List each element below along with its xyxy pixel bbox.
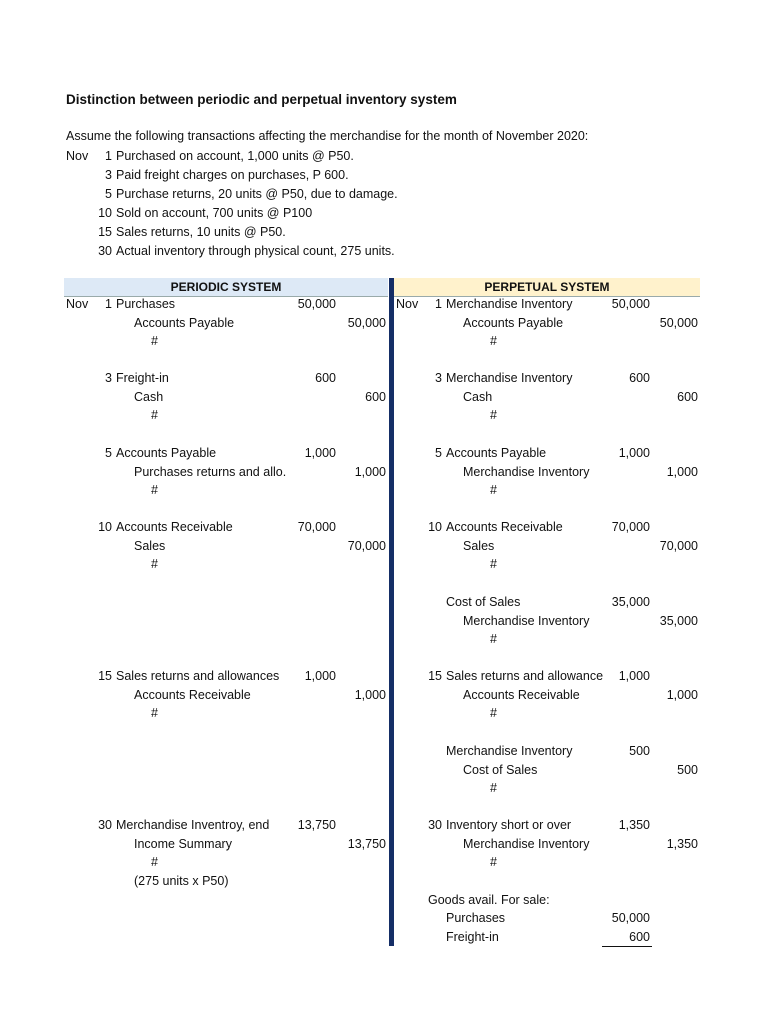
debit-account: Merchandise Inventory bbox=[446, 297, 573, 311]
transaction-day: 30 bbox=[98, 244, 112, 258]
entry-mark: # bbox=[151, 706, 158, 720]
credit-account: Accounts Payable bbox=[463, 316, 564, 330]
goods-item-label: Freight-in bbox=[446, 930, 499, 944]
entry-day: 3 bbox=[435, 371, 442, 385]
perpetual-header: PERPETUAL SYSTEM bbox=[394, 278, 700, 297]
entry-day: 15 bbox=[428, 669, 442, 683]
credit-account: Income Summary bbox=[134, 837, 232, 851]
credit-account: Cost of Sales bbox=[463, 763, 538, 777]
credit-amount: 50,000 bbox=[347, 316, 386, 330]
debit-account: Merchandise Inventroy, end bbox=[116, 818, 270, 832]
entry-day: 1 bbox=[435, 297, 442, 311]
transaction-day: 15 bbox=[98, 225, 112, 239]
intro-text: Assume the following transactions affecting the merchandise for the month of November 2020: bbox=[66, 129, 589, 143]
credit-amount: 1,000 bbox=[666, 465, 698, 479]
periodic-month: Nov bbox=[66, 297, 89, 311]
goods-item-amount: 600 bbox=[629, 930, 650, 944]
credit-account: Accounts Payable bbox=[134, 316, 235, 330]
transaction-text: Purchase returns, 20 units @ P50, due to damage. bbox=[116, 187, 398, 201]
month-label: Nov bbox=[66, 149, 89, 163]
credit-account: Accounts Receivable bbox=[134, 688, 251, 702]
debit-account: Accounts Payable bbox=[446, 446, 547, 460]
debit-amount: 1,000 bbox=[618, 446, 650, 460]
credit-amount: 1,000 bbox=[354, 688, 386, 702]
debit-amount: 1,000 bbox=[304, 669, 336, 683]
entry-mark: # bbox=[490, 706, 497, 720]
credit-account: Merchandise Inventory bbox=[463, 837, 590, 851]
transaction-day: 5 bbox=[105, 187, 112, 201]
entry-day: 5 bbox=[435, 446, 442, 460]
subtotal-underline bbox=[602, 946, 652, 947]
debit-account: Merchandise Inventory bbox=[446, 744, 573, 758]
periodic-header: PERIODIC SYSTEM bbox=[64, 278, 388, 297]
transaction-day: 3 bbox=[105, 168, 112, 182]
credit-account: Cash bbox=[134, 390, 164, 404]
debit-amount: 1,000 bbox=[618, 669, 650, 683]
debit-account: Inventory short or over bbox=[446, 818, 572, 832]
debit-amount: 50,000 bbox=[611, 297, 650, 311]
credit-amount: 1,000 bbox=[666, 688, 698, 702]
credit-account: Cash bbox=[463, 390, 493, 404]
credit-amount: 600 bbox=[677, 390, 698, 404]
perpetual-month: Nov bbox=[396, 297, 419, 311]
credit-amount: 1,000 bbox=[354, 465, 386, 479]
transaction-text: Sales returns, 10 units @ P50. bbox=[116, 225, 286, 239]
credit-account: Merchandise Inventory bbox=[463, 465, 590, 479]
entry-mark: # bbox=[151, 408, 158, 422]
debit-account: Accounts Payable bbox=[116, 446, 217, 460]
debit-amount: 600 bbox=[629, 371, 650, 385]
entry-note: (275 units x P50) bbox=[134, 874, 229, 888]
entry-mark: # bbox=[490, 483, 497, 497]
credit-amount: 70,000 bbox=[659, 539, 698, 553]
transaction-text: Actual inventory through physical count, 275 units. bbox=[116, 244, 395, 258]
column-divider bbox=[389, 278, 394, 946]
debit-account: Purchases bbox=[116, 297, 176, 311]
credit-amount: 500 bbox=[677, 763, 698, 777]
entry-mark: # bbox=[151, 483, 158, 497]
entry-day: 15 bbox=[98, 669, 112, 683]
debit-amount: 1,350 bbox=[618, 818, 650, 832]
credit-account: Accounts Receivable bbox=[463, 688, 580, 702]
credit-amount: 13,750 bbox=[347, 837, 386, 851]
debit-amount: 600 bbox=[315, 371, 336, 385]
debit-amount: 13,750 bbox=[297, 818, 336, 832]
entry-mark: # bbox=[490, 334, 497, 348]
debit-amount: 70,000 bbox=[611, 520, 650, 534]
entry-mark: # bbox=[490, 632, 497, 646]
credit-account: Sales bbox=[463, 539, 495, 553]
debit-account: Freight-in bbox=[116, 371, 169, 385]
transaction-text: Paid freight charges on purchases, P 600. bbox=[116, 168, 349, 182]
entry-mark: # bbox=[151, 855, 158, 869]
entry-day: 10 bbox=[98, 520, 112, 534]
credit-amount: 70,000 bbox=[347, 539, 386, 553]
entry-day: 10 bbox=[428, 520, 442, 534]
transaction-day: 1 bbox=[105, 149, 112, 163]
entry-mark: # bbox=[490, 408, 497, 422]
goods-item-label: Purchases bbox=[446, 911, 506, 925]
entry-mark: # bbox=[490, 781, 497, 795]
entry-mark: # bbox=[490, 855, 497, 869]
debit-account: Cost of Sales bbox=[446, 595, 521, 609]
entry-mark: # bbox=[151, 557, 158, 571]
debit-account: Merchandise Inventory bbox=[446, 371, 573, 385]
debit-amount: 1,000 bbox=[304, 446, 336, 460]
credit-amount: 50,000 bbox=[659, 316, 698, 330]
debit-amount: 35,000 bbox=[611, 595, 650, 609]
entry-mark: # bbox=[151, 334, 158, 348]
entry-day: 3 bbox=[105, 371, 112, 385]
credit-account: Sales bbox=[134, 539, 166, 553]
entry-mark: # bbox=[490, 557, 497, 571]
entry-day: 1 bbox=[105, 297, 112, 311]
debit-amount: 70,000 bbox=[297, 520, 336, 534]
entry-day: 30 bbox=[428, 818, 442, 832]
debit-account: Accounts Receivable bbox=[116, 520, 233, 534]
credit-account: Purchases returns and allo. bbox=[134, 465, 287, 479]
goods-label: Goods avail. For sale: bbox=[428, 893, 550, 907]
credit-amount: 600 bbox=[365, 390, 386, 404]
credit-amount: 1,350 bbox=[666, 837, 698, 851]
entry-day: 30 bbox=[98, 818, 112, 832]
debit-amount: 500 bbox=[629, 744, 650, 758]
transaction-text: Purchased on account, 1,000 units @ P50. bbox=[116, 149, 354, 163]
debit-account: Accounts Receivable bbox=[446, 520, 563, 534]
debit-account: Sales returns and allowances bbox=[116, 669, 280, 683]
credit-amount: 35,000 bbox=[659, 614, 698, 628]
page-title: Distinction between periodic and perpetual inventory system bbox=[66, 92, 457, 107]
goods-item-amount: 50,000 bbox=[611, 911, 650, 925]
transaction-text: Sold on account, 700 units @ P100 bbox=[116, 206, 313, 220]
debit-account: Sales returns and allowance bbox=[446, 669, 604, 683]
credit-account: Merchandise Inventory bbox=[463, 614, 590, 628]
debit-amount: 50,000 bbox=[297, 297, 336, 311]
entry-day: 5 bbox=[105, 446, 112, 460]
transaction-day: 10 bbox=[98, 206, 112, 220]
